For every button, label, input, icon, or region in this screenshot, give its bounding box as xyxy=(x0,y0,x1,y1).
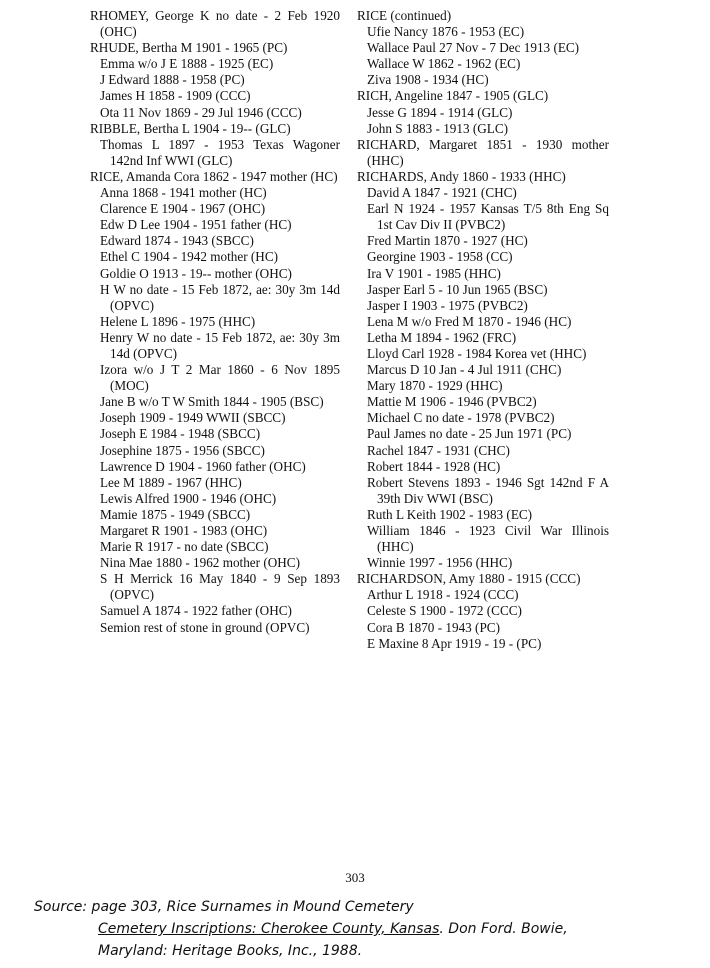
index-entry: Marie R 1917 - no date (SBCC) xyxy=(100,539,269,555)
index-entry: Jane B w/o T W Smith 1844 - 1905 (BSC) xyxy=(100,394,324,410)
index-entry: RICE (continued) xyxy=(357,8,452,23)
index-entry: S H Merrick 16 May 1840 - 9 Sep 1893 (OPVC) xyxy=(100,571,340,603)
index-entry: Mattie M 1906 - 1946 (PVBC2) xyxy=(367,394,537,410)
citation-line-3: Maryland: Heritage Books, Inc., 1988. xyxy=(98,943,363,959)
index-entry: Lawrence D 1904 - 1960 father (OHC) xyxy=(100,458,306,474)
index-entry: Georgine 1903 - 1958 (CC) xyxy=(367,249,513,265)
index-entry: David A 1847 - 1921 (CHC) xyxy=(367,185,517,201)
index-entry: RICHARD, Margaret 1851 - 1930 mother (HHC) xyxy=(357,136,609,168)
index-entry: Wallace Paul 27 Nov - 7 Dec 1913 (EC) xyxy=(367,40,580,56)
citation-line-1: Source: page 303, Rice Surnames in Mound Cemetery xyxy=(34,899,414,915)
index-entry: Goldie O 1913 - 19-- mother (OHC) xyxy=(100,265,292,281)
index-entry: Samuel A 1874 - 1922 father (OHC) xyxy=(100,603,292,619)
index-entry: Thomas L 1897 - 1953 Texas Wagoner 142nd Inf WWI (GLC) xyxy=(100,136,340,168)
index-entry: Jesse G 1894 - 1914 (GLC) xyxy=(367,104,513,120)
index-entry: RICHARDSON, Amy 1880 - 1915 (CCC) xyxy=(357,571,581,587)
index-entry: Mamie 1875 - 1949 (SBCC) xyxy=(100,506,251,522)
index-entry: Earl N 1924 - 1957 Kansas T/5 8th Eng Sq 1st Cav Div II (PVBC2) xyxy=(367,201,609,233)
index-entry: Ota 11 Nov 1869 - 29 Jul 1946 (CCC) xyxy=(100,104,302,120)
index-entry: RHOMEY, George K no date - 2 Feb 1920 (OHC) xyxy=(90,8,340,40)
index-entry: Joseph E 1984 - 1948 (SBCC) xyxy=(100,426,261,442)
index-entry: Edward 1874 - 1943 (SBCC) xyxy=(100,233,254,249)
index-entry: Lena M w/o Fred M 1870 - 1946 (HC) xyxy=(367,313,572,329)
index-entry: Winnie 1997 - 1956 (HHC) xyxy=(367,555,513,571)
index-entry: H W no date - 15 Feb 1872, ae: 30y 3m 14d (OPVC) xyxy=(100,281,340,313)
index-entry: Clarence E 1904 - 1967 (OHC) xyxy=(100,201,266,217)
index-entry: Wallace W 1862 - 1962 (EC) xyxy=(367,56,521,72)
index-entry: William 1846 - 1923 Civil War Illinois (HHC) xyxy=(367,523,609,555)
index-entry: RICHARDS, Andy 1860 - 1933 (HHC) xyxy=(357,168,566,184)
index-entry: Fred Martin 1870 - 1927 (HC) xyxy=(367,233,528,249)
index-entry: Ethel C 1904 - 1942 mother (HC) xyxy=(100,249,279,265)
index-entry: Henry W no date - 15 Feb 1872, ae: 30y 3m 14d (OPVC) xyxy=(100,329,340,361)
index-entry: Lewis Alfred 1900 - 1946 (OHC) xyxy=(100,490,277,506)
index-entry: Arthur L 1918 - 1924 (CCC) xyxy=(367,587,519,603)
index-entry: Semion rest of stone in ground (OPVC) xyxy=(100,619,310,635)
right-column xyxy=(357,8,609,652)
index-entry: J Edward 1888 - 1958 (PC) xyxy=(100,72,245,88)
page-number: 303 xyxy=(345,870,365,885)
index-entry: Ira V 1901 - 1985 (HHC) xyxy=(367,265,501,281)
citation-book-title: Cemetery Inscriptions: Cherokee County, Kansas xyxy=(98,921,440,937)
index-entry: RIBBLE, Bertha L 1904 - 19-- (GLC) xyxy=(90,120,291,136)
index-entry: Ruth L Keith 1902 - 1983 (EC) xyxy=(367,506,533,522)
index-entry: Ufie Nancy 1876 - 1953 (EC) xyxy=(367,24,525,40)
index-entry: RHUDE, Bertha M 1901 - 1965 (PC) xyxy=(90,40,288,56)
index-entry: Jasper I 1903 - 1975 (PVBC2) xyxy=(367,297,528,313)
index-entry: Lee M 1889 - 1967 (HHC) xyxy=(100,474,242,490)
index-entry: Cora B 1870 - 1943 (PC) xyxy=(367,619,500,635)
index-entry: James H 1858 - 1909 (CCC) xyxy=(100,88,251,104)
left-column xyxy=(90,8,340,636)
index-entry: Margaret R 1901 - 1983 (OHC) xyxy=(100,523,268,538)
index-entry: Ziva 1908 - 1934 (HC) xyxy=(367,72,489,88)
index-entry: Celeste S 1900 - 1972 (CCC) xyxy=(367,603,522,619)
index-entry: Marcus D 10 Jan - 4 Jul 1911 (CHC) xyxy=(367,362,562,378)
index-entry: Helene L 1896 - 1975 (HHC) xyxy=(100,313,256,329)
index-entry: Robert Stevens 1893 - 1946 Sgt 142nd F A 39th Div WWI (BSC) xyxy=(367,474,609,506)
index-entry: Robert 1844 - 1928 (HC) xyxy=(367,458,501,474)
index-entry: Letha M 1894 - 1962 (FRC) xyxy=(367,329,517,345)
index-entry: Paul James no date - 25 Jun 1971 (PC) xyxy=(367,426,572,442)
index-entry: Mary 1870 - 1929 (HHC) xyxy=(367,378,503,394)
index-entry: Jasper Earl 5 - 10 Jun 1965 (BSC) xyxy=(367,281,548,297)
index-entry: Nina Mae 1880 - 1962 mother (OHC) xyxy=(100,555,300,571)
index-entry: Emma w/o J E 1888 - 1925 (EC) xyxy=(100,56,274,72)
index-entry: Anna 1868 - 1941 mother (HC) xyxy=(100,185,267,201)
index-entry: Michael C no date - 1978 (PVBC2) xyxy=(367,410,555,426)
index-entry: John S 1883 - 1913 (GLC) xyxy=(367,120,509,136)
citation-author: . Don Ford. Bowie, xyxy=(439,921,568,937)
index-entry: Joseph 1909 - 1949 WWII (SBCC) xyxy=(100,410,286,426)
index-entry: Josephine 1875 - 1956 (SBCC) xyxy=(100,442,265,458)
index-entry: Edw D Lee 1904 - 1951 father (HC) xyxy=(100,217,292,233)
index-entry: RICE, Amanda Cora 1862 - 1947 mother (HC) xyxy=(90,168,338,184)
citation-line-2 xyxy=(34,918,674,940)
index-entry: Izora w/o J T 2 Mar 1860 - 6 Nov 1895 (MOC) xyxy=(100,362,340,394)
index-entry: RICH, Angeline 1847 - 1905 (GLC) xyxy=(357,88,549,104)
index-entry: Rachel 1847 - 1931 (CHC) xyxy=(367,442,510,458)
source-citation xyxy=(34,896,674,962)
index-entry: Lloyd Carl 1928 - 1984 Korea vet (HHC) xyxy=(367,345,587,361)
index-entry: E Maxine 8 Apr 1919 - 19 - (PC) xyxy=(367,635,542,651)
